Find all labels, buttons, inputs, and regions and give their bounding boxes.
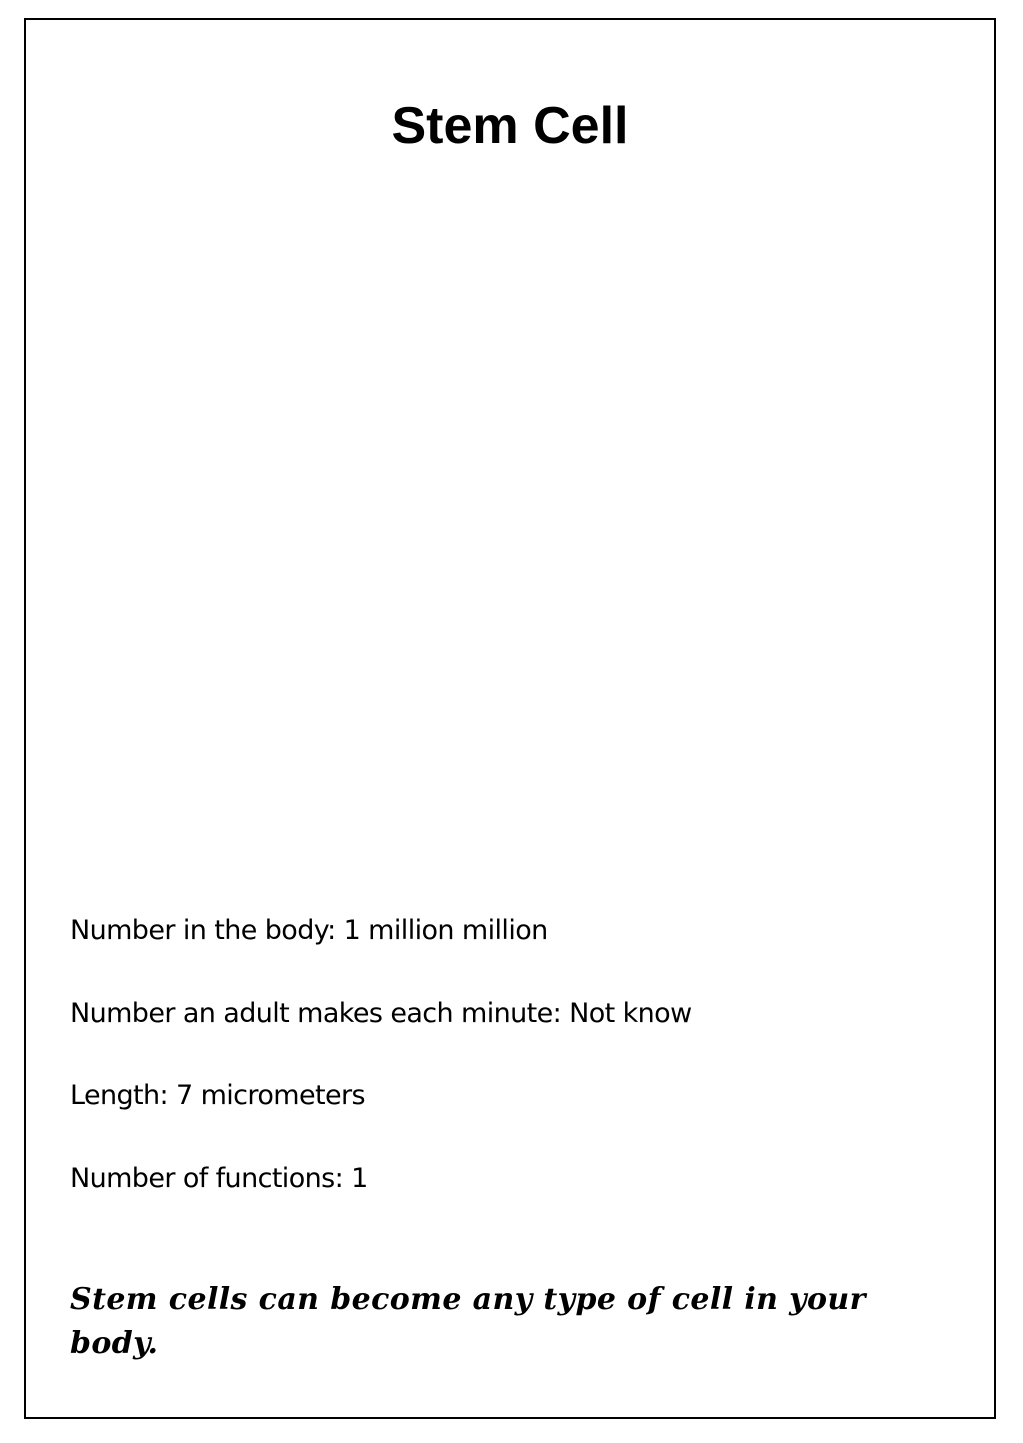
fact-value: Not know: [569, 997, 692, 1029]
fact-value: 7 micrometers: [176, 1080, 365, 1111]
fun-fact-note: Stem cells can become any type of cell in your body.: [70, 1282, 866, 1361]
fact-value: 1 million million: [343, 915, 548, 946]
fact-made-per-minute: [70, 995, 950, 1033]
fact-number-of-functions: [70, 1160, 950, 1198]
fact-length: [70, 1077, 950, 1115]
page-title: Stem Cell: [391, 97, 629, 155]
fact-label: Number in the body:: [70, 915, 336, 946]
fact-number-in-body: [70, 912, 950, 950]
picture-area: [70, 190, 954, 870]
fact-label: Number of functions:: [70, 1162, 344, 1194]
fact-label: Number an adult makes each minute:: [70, 997, 562, 1029]
facts-list: [70, 912, 950, 1242]
info-card: [24, 18, 996, 1419]
fact-label: Length:: [70, 1080, 169, 1111]
fact-value: 1: [351, 1162, 368, 1194]
